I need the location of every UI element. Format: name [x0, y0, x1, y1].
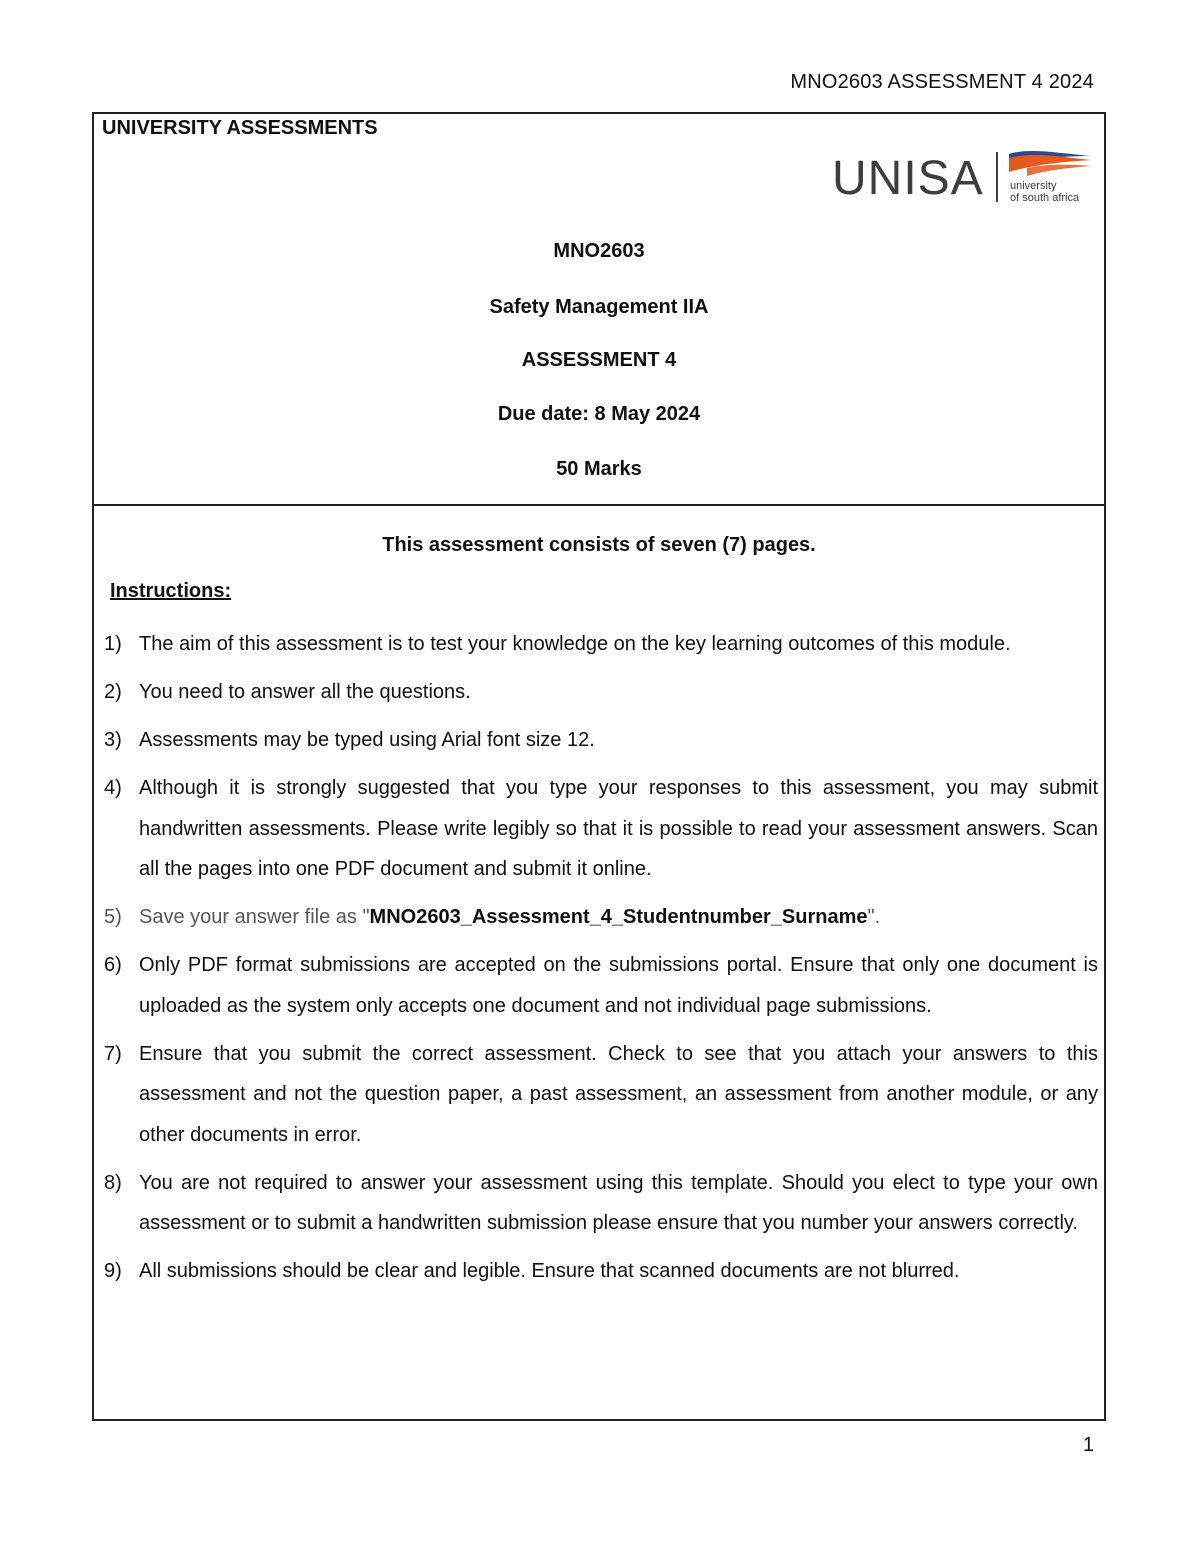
university-assessments-label: UNIVERSITY ASSESSMENTS — [102, 117, 378, 139]
due-date: Due date: 8 May 2024 — [497, 403, 701, 425]
instruction-text: All submissions should be clear and legible. Ensure that scanned documents are not blurred. — [139, 1260, 960, 1282]
instruction-number: 2) — [104, 681, 122, 703]
instruction-item — [104, 1034, 1098, 1156]
instruction-number: 9) — [104, 1260, 122, 1282]
instruction-text — [139, 897, 1098, 938]
filename-suffix: ". — [867, 906, 881, 928]
instruction-item — [104, 624, 1098, 665]
logo-tagline — [1010, 180, 1079, 204]
page-count-note: This assessment consists of seven (7) pages. — [382, 534, 816, 556]
module-code: MNO2603 — [553, 240, 645, 262]
logo-wordmark: UNISA — [832, 152, 984, 205]
unisa-logo — [832, 150, 1094, 208]
instruction-text: The aim of this assessment is to test your knowledge on the key learning outcomes of this module. — [139, 633, 1011, 655]
instruction-item — [104, 1251, 1098, 1292]
logo-flag-icon — [1007, 150, 1093, 178]
instruction-number: 4) — [104, 777, 122, 799]
instruction-item — [104, 720, 1098, 761]
running-header: MNO2603 ASSESSMENT 4 2024 — [790, 71, 1094, 93]
instruction-item — [104, 672, 1098, 713]
instruction-text: Only PDF format submissions are accepted on the submissions portal. Ensure that only one document is uploaded as the system only accepts one document and not individual page submissions. — [139, 954, 1098, 1017]
instruction-item — [104, 1163, 1098, 1244]
filename-format: MNO2603_Assessment_4_Studentnumber_Surname — [369, 906, 868, 928]
instruction-number: 6) — [104, 954, 122, 976]
instructions-box — [92, 505, 1106, 1421]
instruction-text: Although it is strongly suggested that you type your responses to this assessment, you may submit handwritten assessments. Please write legibly so that it is possible to read your assessment answers. Scan all the pages into one PDF document and submit it online. — [139, 777, 1098, 880]
instructions-heading: Instructions: — [110, 580, 232, 602]
instruction-item — [104, 897, 1098, 938]
instruction-text: You are not required to answer your assessment using this template. Should you elect to type your own assessment or to submit a handwritten submission please ensure that you number your answers correctly. — [139, 1171, 1098, 1234]
total-marks: 50 Marks — [556, 458, 642, 480]
filename-prefix: Save your answer file as " — [139, 906, 370, 928]
instructions-list — [104, 624, 1098, 1299]
instruction-text: Ensure that you submit the correct assessment. Check to see that you attach your answers to this assessment and not the question paper, a past assessment, an assessment from another module, or any other documents in error. — [139, 1042, 1098, 1146]
module-name: Safety Management IIA — [489, 296, 709, 318]
instruction-number: 7) — [104, 1042, 122, 1065]
instruction-number: 8) — [104, 1171, 122, 1194]
page-number: 1 — [1082, 1434, 1094, 1456]
instruction-text: Assessments may be typed using Arial font size 12. — [139, 729, 595, 751]
instruction-item — [104, 945, 1098, 1026]
instruction-number: 1) — [104, 633, 122, 655]
logo-tagline-line1: university — [1010, 180, 1057, 192]
assessment-title: ASSESSMENT 4 — [521, 349, 677, 371]
logo-tagline-line2: of south africa — [1010, 192, 1080, 204]
logo-divider — [996, 152, 998, 202]
instruction-number: 5) — [104, 906, 122, 928]
instruction-number: 3) — [104, 729, 122, 751]
instruction-text: You need to answer all the questions. — [139, 681, 471, 703]
instruction-item — [104, 768, 1098, 890]
cover-box — [92, 112, 1106, 506]
